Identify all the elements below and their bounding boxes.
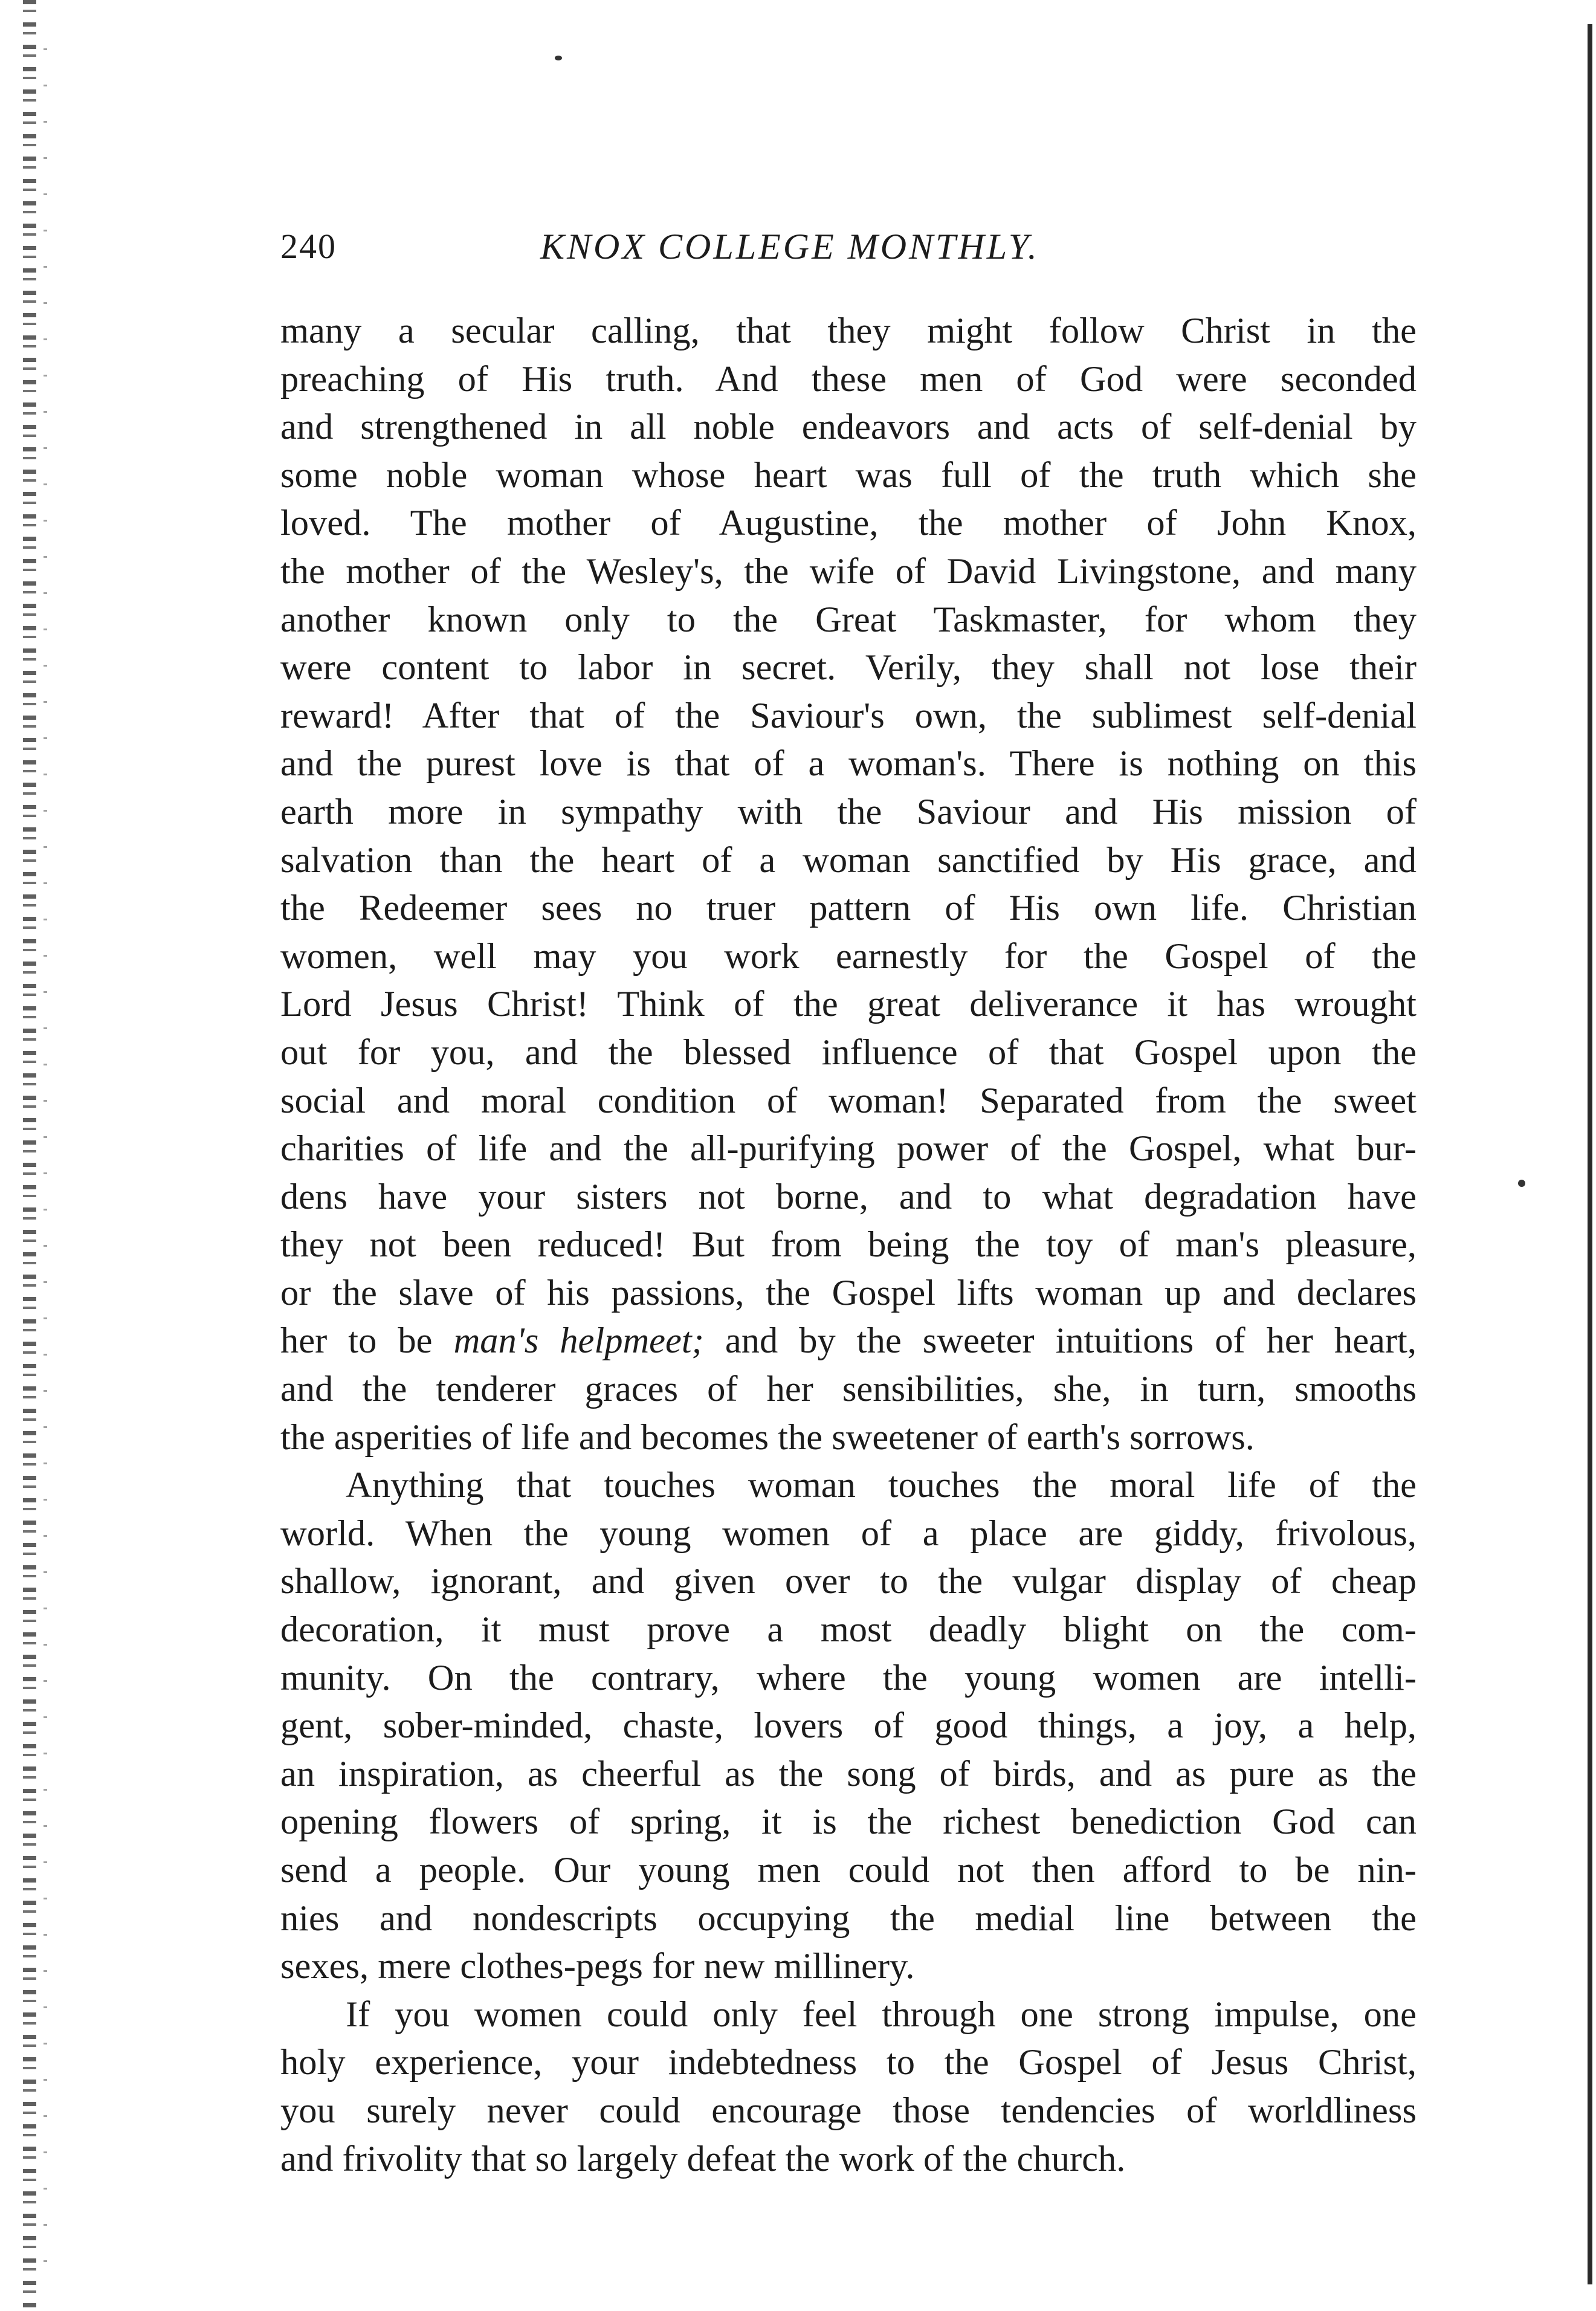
text-line: nies and nondescripts occupying the medial line between the <box>280 1898 1417 1939</box>
page-edge-line <box>1588 24 1592 2284</box>
text-line: holy experience, your indebtedness to the Gospel of Jesus Christ, <box>280 2042 1417 2083</box>
text-line: were content to labor in secret. Verily, they shall not lose their <box>280 647 1417 688</box>
text-line: If you women could only feel through one strong impulse, one <box>346 1994 1417 2035</box>
text-line: shallow, ignorant, and given over to the vulgar display of cheap <box>280 1561 1417 1602</box>
text-line: some noble woman whose heart was full of the truth which she <box>280 454 1417 496</box>
text-line: many a secular calling, that they might follow Christ in the <box>280 311 1417 351</box>
text-line: social and moral condition of woman! Separated from the sweet <box>280 1080 1417 1121</box>
paragraph <box>280 1991 1417 2183</box>
page-number: 240 <box>280 227 337 266</box>
text-line: sexes, mere clothes-pegs for new millinery. <box>280 1946 915 1987</box>
paragraph <box>280 1461 1417 1991</box>
text-line: send a people. Our young men could not then afford to be nin- <box>280 1850 1417 1890</box>
text-line: salvation than the heart of a woman sanctified by His grace, and <box>280 839 1417 881</box>
binding-edge-artifact <box>44 48 47 2272</box>
text-line: munity. On the contrary, where the young women are intelli- <box>280 1657 1417 1698</box>
binding-edge-artifact <box>23 0 36 2311</box>
body-text <box>280 307 1417 2183</box>
text-line: earth more in sympathy with the Saviour and His mission of <box>280 791 1417 832</box>
text-line: Anything that touches woman touches the moral life of the <box>346 1465 1417 1506</box>
text-line: decoration, it must prove a most deadly blight on the com- <box>280 1609 1417 1650</box>
text-run: and by the sweeter intuitions of her heart, <box>703 1320 1417 1362</box>
text-line: and frivolity that so largely defeat the work of the church. <box>280 2138 1126 2179</box>
text-line: dens have your sisters not borne, and to what degradation have <box>280 1176 1417 1217</box>
text-line: and the tenderer graces of her sensibilities, she, in turn, smooths <box>280 1369 1417 1410</box>
text-line: opening flowers of spring, it is the richest benediction God can <box>280 1802 1417 1843</box>
text-line: loved. The mother of Augustine, the mother of John Knox, <box>280 503 1417 544</box>
ink-speck <box>555 56 562 60</box>
text-line: the asperities of life and becomes the sweetener of earth's sorrows. <box>280 1417 1255 1458</box>
text-line: reward! After that of the Saviour's own, the sublimest self-denial <box>280 695 1417 736</box>
text-line: or the slave of his passions, the Gospel lifts woman up and declares <box>280 1272 1417 1313</box>
italic-phrase: man's helpmeet; <box>453 1320 704 1362</box>
ink-speck <box>1518 1180 1525 1187</box>
text-run: her to be <box>280 1320 454 1362</box>
text-line: they not been reduced! But from being the toy of man's pleasure, <box>280 1224 1417 1265</box>
text-line: Lord Jesus Christ! Think of the great deliverance it has wrought <box>280 984 1417 1025</box>
running-head <box>280 222 1417 271</box>
text-line: out for you, and the blessed influence of that Gospel upon the <box>280 1032 1417 1073</box>
text-line: preaching of His truth. And these men of God were seconded <box>280 358 1417 399</box>
paragraph <box>280 307 1417 1461</box>
text-line: the mother of the Wesley's, the wife of David Livingstone, and many <box>280 551 1417 592</box>
journal-title: KNOX COLLEGE MONTHLY. <box>540 227 1039 267</box>
text-line: you surely never could encourage those tendencies of worldliness <box>280 2090 1417 2131</box>
text-line: and strengthened in all noble endeavors and acts of self-denial by <box>280 407 1417 448</box>
text-line: world. When the young women of a place are giddy, frivolous, <box>280 1513 1417 1554</box>
text-line: women, well may you work earnestly for the Gospel of the <box>280 936 1417 977</box>
text-line: an inspiration, as cheerful as the song of birds, and as pure as the <box>280 1753 1417 1794</box>
text-line: another known only to the Great Taskmaster, for whom they <box>280 599 1417 640</box>
text-line: charities of life and the all-purifying power of the Gospel, what bur- <box>280 1128 1417 1169</box>
text-line: gent, sober-minded, chaste, lovers of good things, a joy, a help, <box>280 1705 1417 1747</box>
text-line: and the purest love is that of a woman's. There is nothing on this <box>280 743 1417 784</box>
text-line <box>280 1317 1417 1365</box>
text-line: the Redeemer sees no truer pattern of His own life. Christian <box>280 888 1417 929</box>
